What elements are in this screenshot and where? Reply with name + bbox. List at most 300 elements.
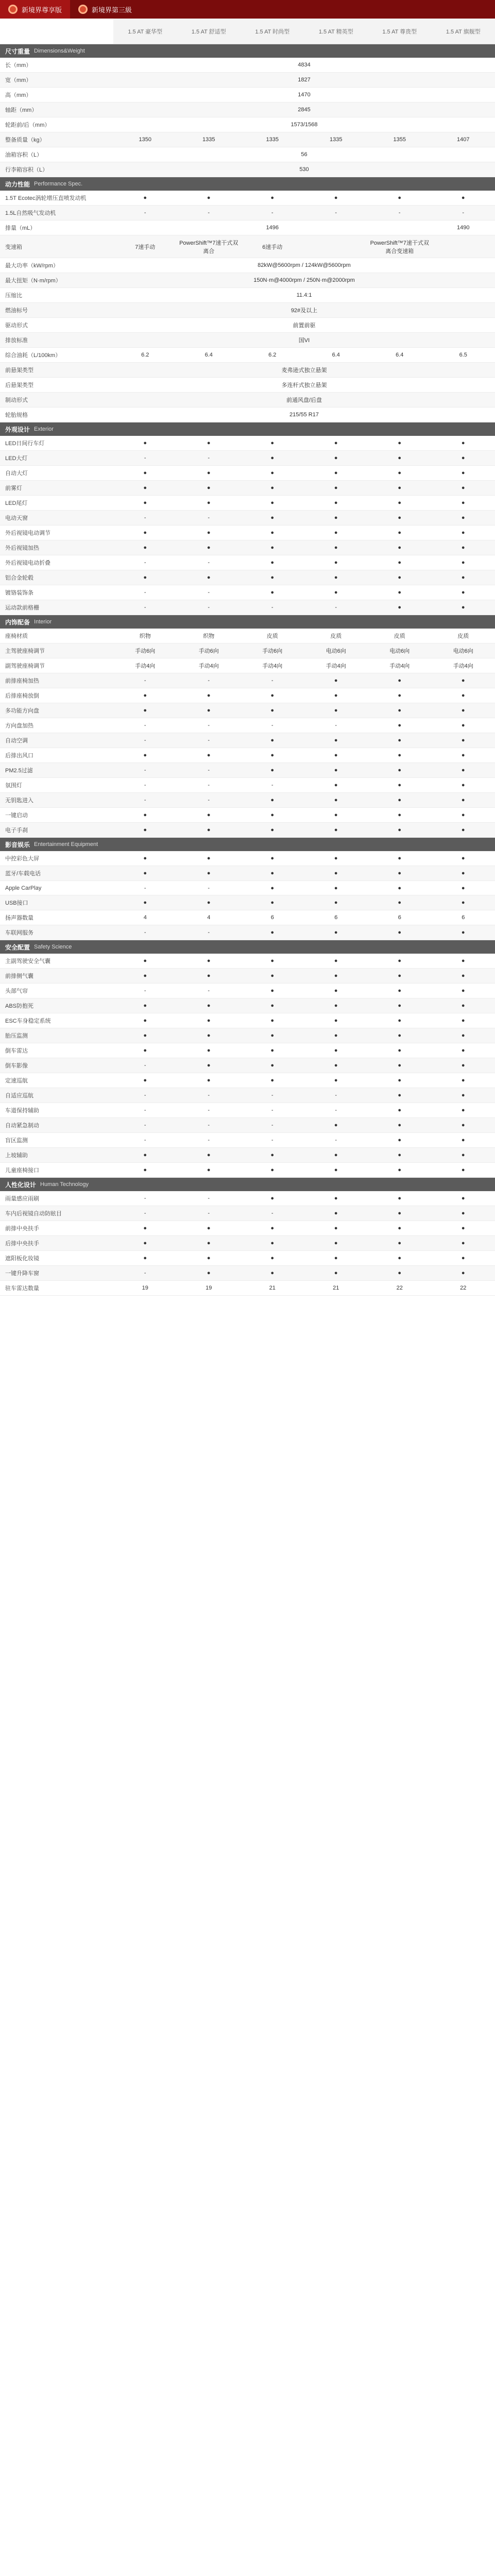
spec-value: 皮质: [330, 633, 342, 639]
spec-row: [0, 998, 495, 1013]
spec-value: -: [144, 1107, 146, 1113]
spec-value: -: [271, 1107, 274, 1113]
standard-dot: ●: [207, 1032, 211, 1039]
standard-dot: ●: [334, 545, 338, 551]
spec-label: 宽（mm）: [5, 77, 32, 83]
standard-dot: ●: [207, 692, 211, 699]
spec-value: 电动6向: [453, 648, 473, 654]
spec-row: [0, 481, 495, 496]
section-header: [0, 615, 495, 629]
spec-row: [0, 1266, 495, 1281]
spec-value: 1335: [330, 137, 343, 143]
spec-value: -: [144, 722, 146, 728]
standard-dot: ●: [398, 767, 402, 773]
standard-dot: ●: [398, 574, 402, 581]
standard-dot: ●: [207, 485, 211, 491]
spec-value: -: [144, 677, 146, 684]
spec-row: [0, 436, 495, 451]
model-name: 1.5 AT 精英型: [318, 28, 353, 35]
spec-value: PowerShift™7速干式双离合变速箱: [370, 240, 429, 255]
spec-label: 外后视镜电动折叠: [5, 560, 50, 566]
spec-label: 电子手刹: [5, 827, 28, 834]
standard-dot: ●: [143, 1047, 147, 1054]
standard-dot: ●: [334, 752, 338, 758]
standard-dot: ●: [270, 900, 275, 906]
standard-dot: ●: [398, 485, 402, 491]
spec-value: 皮质: [457, 633, 469, 639]
standard-dot: ●: [270, 1152, 275, 1158]
standard-dot: ●: [143, 707, 147, 714]
spec-row: [0, 984, 495, 998]
spec-row: [0, 778, 495, 793]
standard-dot: ●: [270, 574, 275, 581]
spec-row: [0, 585, 495, 600]
spec-section: [0, 615, 495, 838]
tab-second[interactable]: [70, 0, 140, 19]
standard-dot: ●: [461, 1092, 465, 1098]
spec-row: [0, 162, 495, 177]
standard-dot: ●: [461, 692, 465, 699]
spec-value: 6: [270, 914, 274, 921]
spec-label: 方向盘加热: [5, 723, 33, 729]
standard-dot: ●: [270, 1255, 275, 1261]
standard-dot: ●: [461, 545, 465, 551]
standard-dot: ●: [398, 530, 402, 536]
standard-dot: ●: [461, 677, 465, 684]
standard-dot: ●: [461, 455, 465, 461]
spec-row: [0, 1133, 495, 1148]
spec-value: -: [144, 767, 146, 773]
spec-row: [0, 718, 495, 733]
standard-dot: ●: [398, 737, 402, 743]
standard-dot: ●: [207, 707, 211, 714]
standard-dot: ●: [398, 1225, 402, 1231]
standard-dot: ●: [461, 1122, 465, 1128]
spec-label: 驱动形式: [5, 323, 28, 329]
standard-dot: ●: [334, 677, 338, 684]
section-title: 人性化设计: [5, 1181, 37, 1189]
section-header: [0, 940, 495, 954]
section-title-en: Human Technology: [40, 1181, 89, 1188]
section-rows: [0, 954, 495, 1178]
standard-dot: ●: [461, 973, 465, 979]
standard-dot: ●: [143, 855, 147, 861]
standard-dot: ●: [461, 589, 465, 596]
spec-value: 6.4: [204, 352, 213, 358]
standard-dot: ●: [461, 515, 465, 521]
standard-dot: ●: [461, 870, 465, 876]
tab-second-label: 新境界第三級: [92, 6, 132, 14]
section-title: 影音娱乐: [5, 841, 30, 849]
standard-dot: ●: [207, 1047, 211, 1054]
standard-dot: ●: [143, 1152, 147, 1158]
spec-value: -: [144, 1270, 146, 1276]
spec-row: [0, 496, 495, 511]
spec-label: 镀铬装饰条: [5, 590, 33, 596]
standard-dot: ●: [398, 870, 402, 876]
standard-dot: ●: [398, 677, 402, 684]
spec-row: [0, 451, 495, 466]
standard-dot: ●: [334, 737, 338, 743]
standard-dot: ●: [461, 500, 465, 506]
standard-dot: ●: [334, 455, 338, 461]
section-title: 尺寸重量: [5, 47, 30, 55]
spec-row: [0, 910, 495, 925]
spec-value: -: [208, 722, 210, 728]
spec-value: 织物: [203, 633, 215, 639]
spec-value: -: [398, 210, 401, 216]
standard-dot: ●: [461, 812, 465, 818]
standard-dot: ●: [461, 722, 465, 728]
standard-dot: ●: [207, 958, 211, 964]
spec-value: [113, 221, 177, 235]
standard-dot: ●: [461, 797, 465, 803]
section-rows: [0, 629, 495, 838]
spec-label: LED大灯: [5, 455, 28, 462]
spec-value: -: [144, 1062, 146, 1069]
spec-value: 6.2: [268, 352, 277, 358]
spec-label: PM2.5过滤: [5, 768, 33, 774]
standard-dot: ●: [207, 1077, 211, 1083]
section-title-en: Safety Science: [34, 944, 72, 950]
spec-label: 制动形式: [5, 397, 28, 403]
spec-label: 1.5L自然吸气发动机: [5, 210, 56, 216]
standard-dot: ●: [334, 855, 338, 861]
model-name: 1.5 AT 豪华型: [128, 28, 163, 35]
spec-label: 自适应巡航: [5, 1093, 33, 1099]
spec-label: 主驾驶座椅调节: [5, 648, 45, 654]
standard-dot: ●: [270, 870, 275, 876]
spec-label: 倒车影像: [5, 1063, 28, 1069]
spec-label: 多功能方向盘: [5, 708, 39, 714]
spec-value: PowerShift™7速干式双离合: [179, 240, 238, 255]
section-header: [0, 1178, 495, 1191]
tab-active[interactable]: [0, 0, 70, 19]
standard-dot: ●: [334, 440, 338, 446]
standard-dot: ●: [461, 752, 465, 758]
standard-dot: ●: [334, 530, 338, 536]
car-icon: [8, 5, 18, 14]
spec-value: 56: [301, 151, 308, 158]
standard-dot: ●: [334, 1077, 338, 1083]
standard-dot: ●: [398, 1270, 402, 1276]
spec-label: 前排中央扶手: [5, 1226, 39, 1232]
spec-value: 6速手动: [262, 244, 283, 250]
spec-value: 215/55 R17: [289, 412, 319, 418]
standard-dot: ●: [334, 1225, 338, 1231]
standard-dot: ●: [207, 1003, 211, 1009]
spec-label: 压缩比: [5, 293, 22, 299]
spec-value: 11.4:1: [296, 292, 312, 298]
standard-dot: ●: [398, 929, 402, 936]
standard-dot: ●: [461, 560, 465, 566]
spec-value: 手动4向: [326, 663, 346, 669]
spec-label: 儿童座椅接口: [5, 1167, 39, 1174]
standard-dot: ●: [398, 440, 402, 446]
spec-value: -: [208, 988, 210, 994]
spec-value: -: [208, 885, 210, 891]
tab-active-label: 新境界尊享版: [22, 6, 62, 14]
spec-row: [0, 703, 495, 718]
spec-row: [0, 511, 495, 526]
standard-dot: ●: [334, 767, 338, 773]
spec-label: 无钥匙进入: [5, 798, 33, 804]
standard-dot: ●: [207, 195, 211, 201]
standard-dot: ●: [398, 692, 402, 699]
spec-row: [0, 147, 495, 162]
spec-value: -: [271, 782, 274, 788]
spec-value: 国VI: [298, 337, 310, 344]
standard-dot: ●: [461, 470, 465, 476]
standard-dot: ●: [143, 1032, 147, 1039]
spec-value: -: [335, 1092, 337, 1098]
spec-row: [0, 235, 495, 258]
spec-row: [0, 221, 495, 235]
spec-label: 前排座椅加热: [5, 678, 39, 684]
spec-value: 多连杆式独立悬架: [281, 382, 327, 388]
spec-value: 6.5: [459, 352, 467, 358]
standard-dot: ●: [398, 752, 402, 758]
standard-dot: ●: [270, 737, 275, 743]
section-title-en: Interior: [34, 619, 52, 625]
standard-dot: ●: [207, 545, 211, 551]
spec-value: -: [208, 515, 210, 521]
standard-dot: ●: [143, 574, 147, 581]
spec-value: 电动6向: [389, 648, 410, 654]
model-name: 1.5 AT 旗舰型: [446, 28, 481, 35]
spec-label: 车道保持辅助: [5, 1108, 39, 1114]
spec-value: -: [208, 604, 210, 611]
standard-dot: ●: [461, 707, 465, 714]
spec-label: 外后视镜加热: [5, 545, 39, 551]
standard-dot: ●: [270, 1032, 275, 1039]
spec-row: [0, 288, 495, 303]
spec-value: [368, 221, 432, 235]
standard-dot: ●: [461, 485, 465, 491]
spec-value: 19: [142, 1285, 148, 1291]
spec-label: 中控彩色大屏: [5, 856, 39, 862]
spec-section: [0, 422, 495, 615]
spec-value: -: [208, 589, 210, 596]
spec-value: 前通风盘/后盘: [286, 397, 322, 403]
spec-value: -: [271, 1137, 274, 1143]
standard-dot: ●: [398, 1152, 402, 1158]
spec-value: 1496: [266, 225, 279, 231]
standard-dot: ●: [398, 560, 402, 566]
spec-section: [0, 1178, 495, 1296]
spec-row: [0, 1103, 495, 1118]
standard-dot: ●: [143, 900, 147, 906]
spec-value: -: [208, 210, 210, 216]
spec-value: -: [144, 1195, 146, 1201]
section-title-en: Entertainment Equipment: [34, 841, 98, 848]
standard-dot: ●: [461, 855, 465, 861]
spec-row: [0, 1221, 495, 1236]
spec-row: [0, 132, 495, 147]
spec-value: 手动4向: [262, 663, 283, 669]
standard-dot: ●: [143, 1018, 147, 1024]
spec-row: [0, 466, 495, 481]
standard-dot: ●: [334, 589, 338, 596]
spec-value: 21: [333, 1285, 339, 1291]
spec-label: 燃油标号: [5, 308, 28, 314]
standard-dot: ●: [398, 195, 402, 201]
spec-row: [0, 793, 495, 808]
standard-dot: ●: [461, 1032, 465, 1039]
standard-dot: ●: [334, 1122, 338, 1128]
section-title: 外观设计: [5, 426, 30, 433]
spec-value: -: [208, 929, 210, 936]
spec-value: 1335: [266, 137, 279, 143]
standard-dot: ●: [461, 1210, 465, 1216]
spec-row: [0, 408, 495, 422]
standard-dot: ●: [334, 782, 338, 788]
standard-dot: ●: [398, 782, 402, 788]
spec-row: [0, 1236, 495, 1251]
spec-row: [0, 688, 495, 703]
standard-dot: ●: [207, 973, 211, 979]
standard-dot: ●: [143, 1077, 147, 1083]
standard-dot: ●: [334, 1167, 338, 1173]
spec-label: 车联网服务: [5, 930, 33, 936]
spec-label: 最大扭矩（N·m/rpm）: [5, 278, 61, 284]
standard-dot: ●: [398, 958, 402, 964]
standard-dot: ●: [461, 1018, 465, 1024]
standard-dot: ●: [334, 958, 338, 964]
standard-dot: ●: [270, 1003, 275, 1009]
spec-row: [0, 273, 495, 288]
standard-dot: ●: [461, 1137, 465, 1143]
section-rows: [0, 1191, 495, 1296]
standard-dot: ●: [207, 574, 211, 581]
spec-row: [0, 1206, 495, 1221]
standard-dot: ●: [143, 1225, 147, 1231]
standard-dot: ●: [143, 973, 147, 979]
spec-row: [0, 206, 495, 221]
standard-dot: ●: [334, 812, 338, 818]
standard-dot: ●: [270, 1018, 275, 1024]
standard-dot: ●: [461, 827, 465, 833]
standard-dot: ●: [334, 900, 338, 906]
standard-dot: ●: [334, 1018, 338, 1024]
standard-dot: ●: [461, 1003, 465, 1009]
standard-dot: ●: [398, 707, 402, 714]
standard-dot: ●: [270, 855, 275, 861]
spec-value: -: [271, 1210, 274, 1216]
standard-dot: ●: [334, 1062, 338, 1069]
model-header-row: [0, 19, 495, 44]
spec-section: [0, 177, 495, 422]
standard-dot: ●: [461, 1167, 465, 1173]
spec-row: [0, 1058, 495, 1073]
spec-label: Apple CarPlay: [5, 885, 42, 891]
top-tab-bar: [0, 0, 495, 19]
spec-value: 手动6向: [262, 648, 283, 654]
standard-dot: ●: [461, 988, 465, 994]
spec-value: -: [271, 604, 274, 611]
spec-label: 雨量感应雨刷: [5, 1196, 39, 1202]
standard-dot: ●: [207, 870, 211, 876]
standard-dot: ●: [143, 530, 147, 536]
standard-dot: ●: [143, 485, 147, 491]
spec-label: 排量（mL）: [5, 225, 36, 231]
spec-label: 整备质量（kg）: [5, 137, 45, 143]
spec-value: -: [208, 677, 210, 684]
spec-label: 运动款前格栅: [5, 605, 39, 611]
spec-row: [0, 1148, 495, 1163]
standard-dot: ●: [398, 545, 402, 551]
spec-row: [0, 103, 495, 117]
standard-dot: ●: [207, 900, 211, 906]
spec-label: 轮胎规格: [5, 412, 28, 418]
standard-dot: ●: [270, 530, 275, 536]
spec-label: 氛围灯: [5, 783, 22, 789]
spec-value: -: [208, 1107, 210, 1113]
standard-dot: ●: [398, 515, 402, 521]
section-rows: [0, 191, 495, 422]
standard-dot: ●: [270, 827, 275, 833]
section-title: 安全配置: [5, 943, 30, 951]
spec-label: 副驾驶座椅调节: [5, 663, 45, 669]
standard-dot: ●: [398, 1195, 402, 1201]
spec-label: 前排侧气囊: [5, 973, 33, 979]
spec-value: -: [144, 210, 146, 216]
spec-row: [0, 318, 495, 333]
standard-dot: ●: [270, 797, 275, 803]
standard-dot: ●: [398, 973, 402, 979]
spec-label: 外后视镜电动调节: [5, 530, 50, 536]
spec-row: [0, 1088, 495, 1103]
spec-row: [0, 808, 495, 823]
spec-row: [0, 925, 495, 940]
spec-value: [304, 235, 368, 258]
spec-value: 皮质: [394, 633, 405, 639]
standard-dot: ●: [143, 958, 147, 964]
spec-label: 头部气帘: [5, 988, 28, 994]
spec-value: -: [208, 1137, 210, 1143]
standard-dot: ●: [143, 440, 147, 446]
standard-dot: ●: [143, 812, 147, 818]
standard-dot: ●: [461, 767, 465, 773]
spec-value: [432, 235, 495, 258]
standard-dot: ●: [270, 1240, 275, 1246]
spec-label: 后悬架类型: [5, 382, 33, 388]
spec-value: -: [208, 455, 210, 461]
standard-dot: ●: [143, 195, 147, 201]
standard-dot: ●: [270, 988, 275, 994]
standard-dot: ●: [334, 1032, 338, 1039]
standard-dot: ●: [334, 1152, 338, 1158]
spec-value: 1350: [139, 137, 151, 143]
spec-value: 1355: [393, 137, 406, 143]
spec-label: 行李箱容积（L）: [5, 167, 48, 173]
standard-dot: ●: [334, 870, 338, 876]
spec-value: 92#及以上: [291, 308, 318, 314]
standard-dot: ●: [207, 530, 211, 536]
spec-value: -: [208, 560, 210, 566]
spec-value: 前置前驱: [293, 323, 316, 329]
standard-dot: ●: [270, 485, 275, 491]
standard-dot: ●: [461, 1195, 465, 1201]
spec-label: 1.5T Ecotec涡轮增压直喷发动机: [5, 195, 87, 201]
standard-dot: ●: [270, 1077, 275, 1083]
spec-value: -: [208, 782, 210, 788]
spec-row: [0, 1163, 495, 1178]
spec-label: 后排出风口: [5, 753, 33, 759]
spec-value: -: [208, 1210, 210, 1216]
spec-value: -: [144, 455, 146, 461]
spec-value: -: [271, 1092, 274, 1098]
